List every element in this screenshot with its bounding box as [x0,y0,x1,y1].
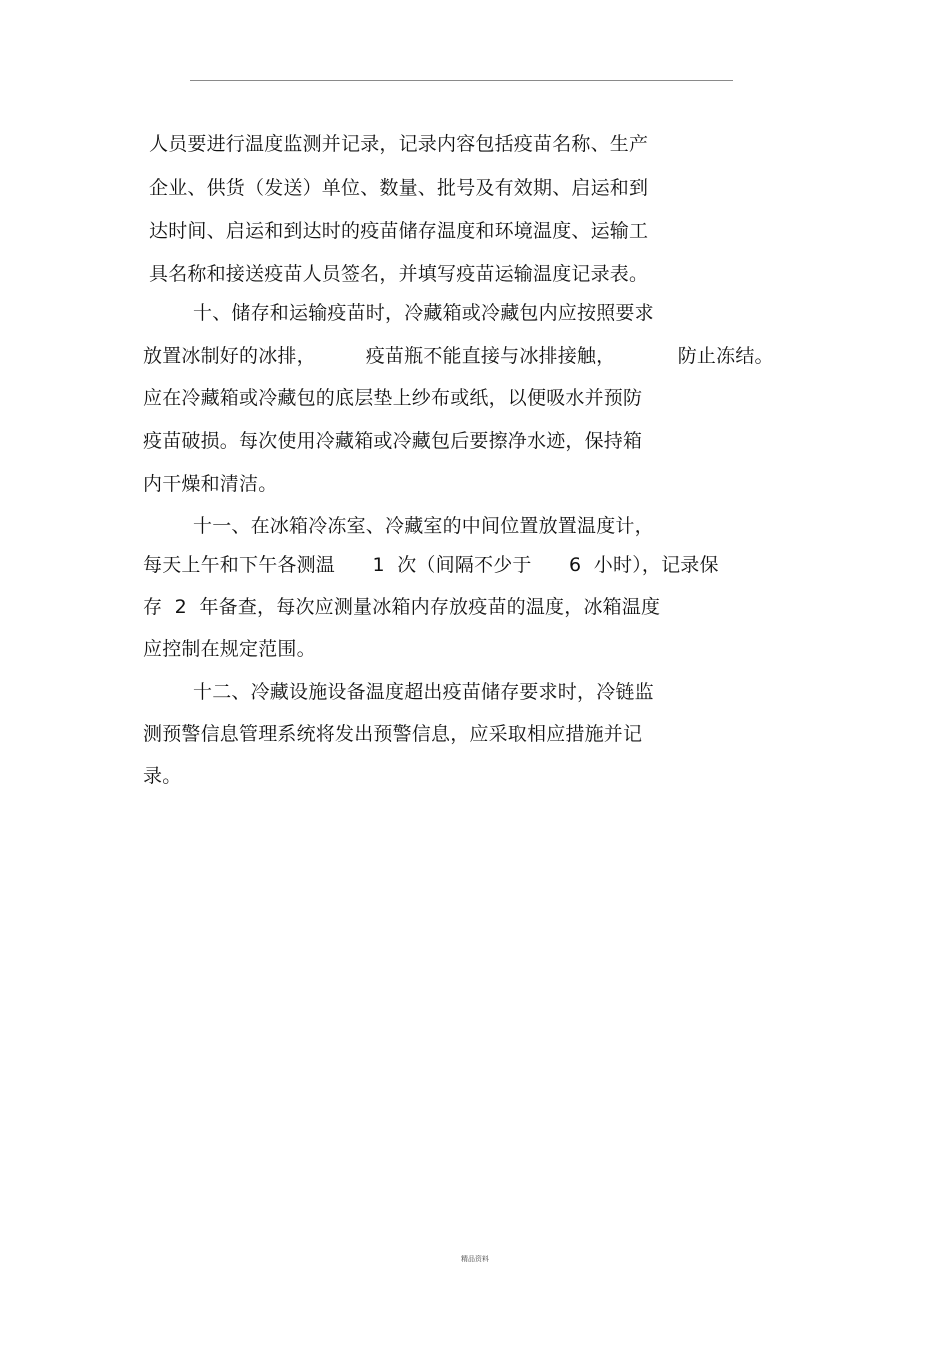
text-line: 人员要进行温度监测并记录，记录内容包括疫苗名称、生产 [149,133,649,155]
text-line: 十一、在冰箱冷冻室、冷藏室的中间位置放置温度计， [193,515,654,537]
text-line: 疫苗破损。每次使用冷藏箱或冷藏包后要擦净水迹，保持箱 [143,430,643,452]
text-line: 十二、冷藏设施设备温度超出疫苗储存要求时，冷链监 [193,681,654,703]
text-line: 测预警信息管理系统将发出预警信息，应采取相应措施并记 [143,723,643,745]
text-line: 十、储存和运输疫苗时，冷藏箱或冷藏包内应按照要求 [193,302,654,324]
text-line: 具名称和接送疫苗人员签名，并填写疫苗运输温度记录表。 [149,263,649,285]
footer-label: 精品资料 [461,1255,489,1263]
text-line: 存 2 年备查，每次应测量冰箱内存放疫苗的温度，冰箱温度 [143,596,661,618]
text-line: 应在冷藏箱或冷藏包的底层垫上纱布或纸，以便吸水并预防 [143,387,643,409]
text-line: 企业、供货（发送）单位、数量、批号及有效期、启运和到 [149,177,649,199]
text-line: 应控制在规定范围。 [143,638,316,660]
text-line: 每天上午和下午各测温 1 次（间隔不少于 6 小时），记录保 [143,554,719,576]
text-line: 内干燥和清洁。 [143,473,278,495]
header-rule [190,80,733,81]
text-line: 录。 [143,765,182,787]
text-line: 达时间、启运和到达时的疫苗储存温度和环境温度、运输工 [149,220,649,242]
text-line: 放置冰制好的冰排， 疫苗瓶不能直接与冰排接触， 防止冻结。 [143,345,774,367]
